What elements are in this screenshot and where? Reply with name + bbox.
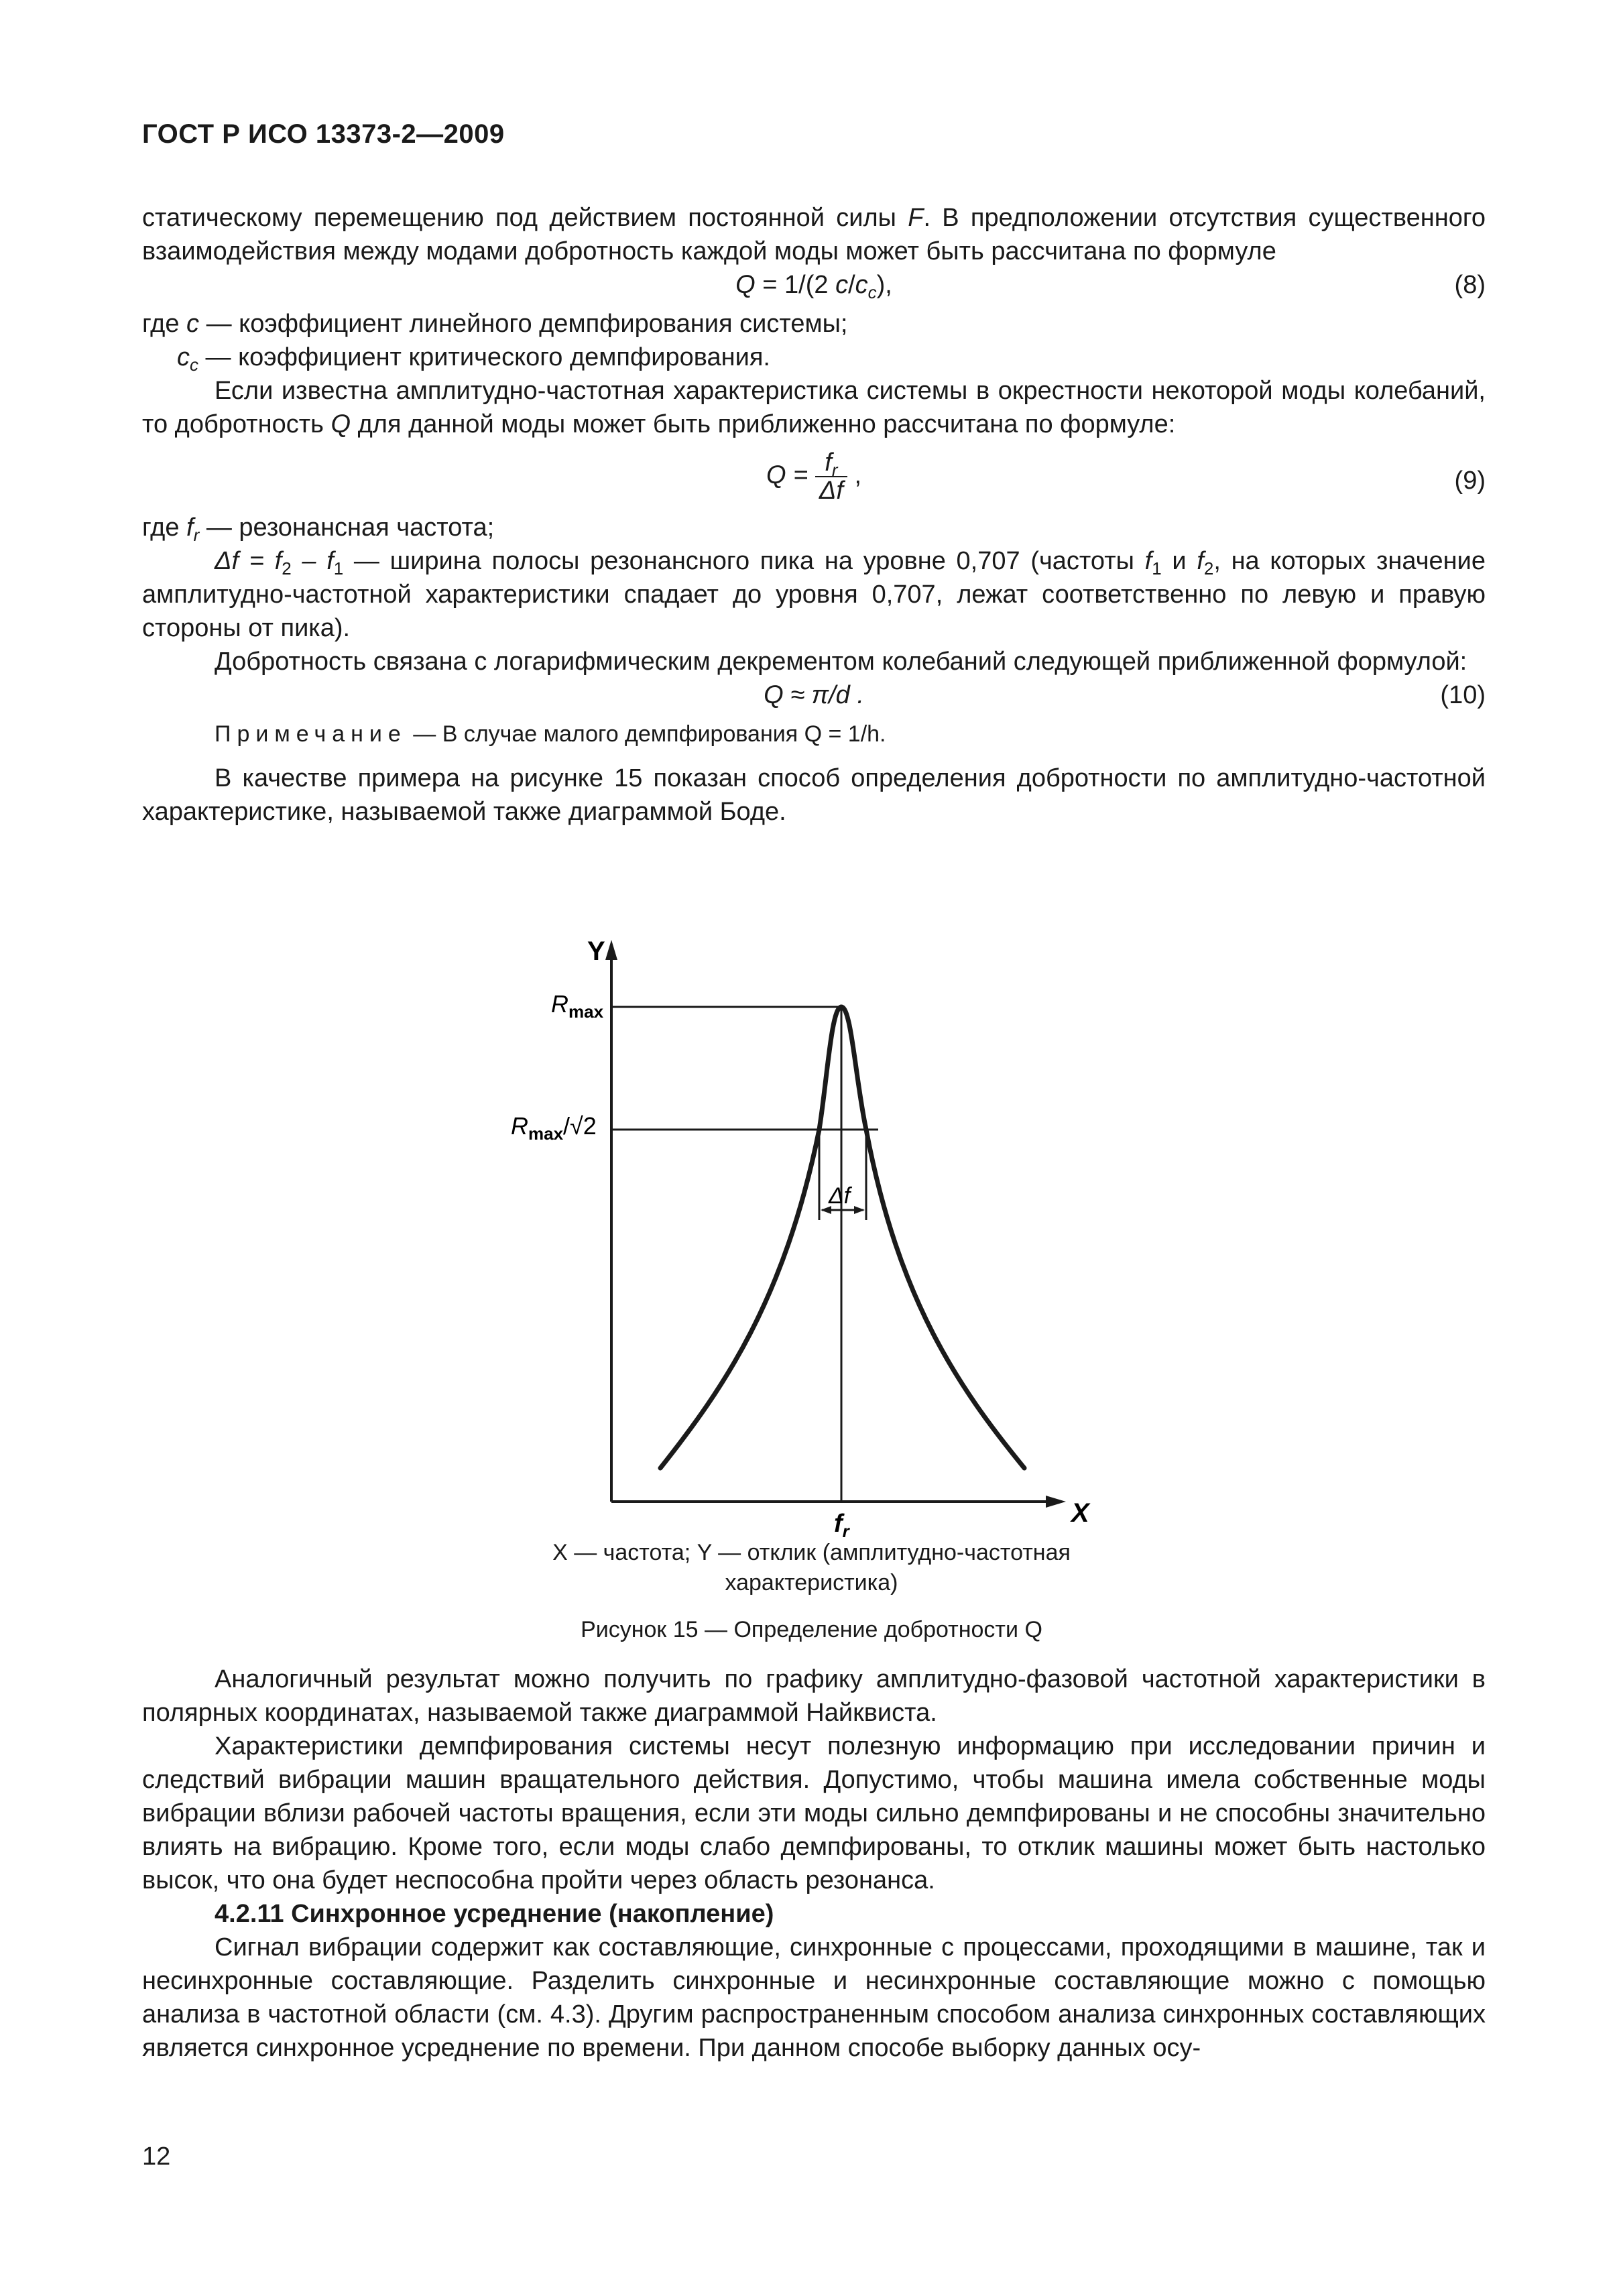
fraction-fr-over-delta-f: $\frac{f_r}{\Delta f}$ bbox=[815, 449, 847, 504]
equation-number-8: (8) bbox=[1454, 271, 1486, 299]
paragraph-4: В качестве примера на рисунке 15 показан способ определения добротности по амплитудно-частотной характеристике, называемой также диаграммой Боде. bbox=[142, 764, 1486, 826]
y-axis-label: Y bbox=[587, 936, 605, 966]
y-axis-arrow bbox=[605, 940, 617, 960]
definition-fr: где $f_r$ — резонансная частота; bbox=[142, 513, 495, 545]
note: Примечание — В случае малого демпфирования Q = 1/h. bbox=[215, 721, 886, 747]
delta-f-label: Δf bbox=[829, 1183, 851, 1209]
paragraph-5: Аналогичный результат можно получить по графику амплитудно-фазовой частотной характеристики в полярных координатах, называемой также диаграммой Найквиста. bbox=[142, 1665, 1486, 1727]
x-axis-label: X bbox=[1071, 1498, 1089, 1528]
equation-10: Q ≈ π/d . (10) bbox=[142, 678, 1486, 717]
definition-cc: $c_c$ — коэффициент критического демпфирования. bbox=[177, 343, 770, 375]
equation-number-9: (9) bbox=[1454, 467, 1486, 495]
paragraph-7: Сигнал вибрации содержит как составляющие, синхронные с процессами, проходящими в машине, так и несинхронные составляющие. Разделить синхронные и несинхронные составляющие можно с помощью анализа в частотной области (см. 4.3). Другим распространенным способом анализа синхронных составляющих является синхронное усреднение по времени. При данном способе выборку данных осу- bbox=[142, 1933, 1486, 2062]
definition-delta-f: $\Delta f = f_2 - f_1$ — ширина полосы резонансного пика на уровне 0,707 (частоты $f_1$ и $f_2$, на которых значение амплитудно-частотной характеристики спадает до уровня 0,707, лежат соответственно по левую и правую стороны от пика). bbox=[142, 547, 1486, 642]
document-header: ГОСТ Р ИСО 13373-2—2009 bbox=[142, 119, 505, 149]
x-axis-arrow bbox=[1046, 1496, 1066, 1508]
equation-number-10: (10) bbox=[1440, 681, 1486, 709]
lower-text-block bbox=[142, 1663, 1486, 2065]
paragraph-1: статическому перемещению под действием постоянной силы F. В предположении отсутствия существенного взаимодействия между модами добротность каждой моды может быть рассчитана по формуле bbox=[142, 204, 1486, 265]
fr-label: $f_r$ bbox=[834, 1510, 849, 1541]
page-number: 12 bbox=[142, 2142, 171, 2171]
figure-15-bode-diagram bbox=[0, 925, 1623, 1569]
equation-9: Q = $\frac{f_r}{\Delta f}$ , (9) bbox=[766, 448, 1486, 505]
delta-f-arrow-right bbox=[854, 1206, 865, 1214]
upper-text-block bbox=[142, 201, 1486, 829]
figure-legend-line-1: X — частота; Y — отклик (амплитудно-частотная bbox=[552, 1540, 1071, 1565]
equation-8: Q = 1/(2 $c/c_c$), (8) bbox=[142, 268, 1486, 307]
paragraph-2: Если известна амплитудно-частотная характеристика системы в окрестности некоторой моды колебаний, то добротность Q для данной моды может быть приближенно рассчитана по формуле: bbox=[142, 377, 1486, 438]
rmax-label: $R_{max}$ bbox=[551, 990, 604, 1022]
figure-legend-line-2: характеристика) bbox=[725, 1570, 898, 1595]
paragraph-3: Добротность связана с логарифмическим декрементом колебаний следующей приближенной формулой: bbox=[215, 648, 1467, 676]
rmax-sqrt2-label: $R_{max}/√2$ bbox=[511, 1112, 597, 1144]
figure-caption: Рисунок 15 — Определение добротности Q bbox=[581, 1617, 1042, 1642]
paragraph-6: Характеристики демпфирования системы несут полезную информацию при исследовании причин и следствий вибрации машин вращательного действия. Допустимо, чтобы машина имела собственные моды вибрации вблизи рабочей частоты вращения, если эти моды сильно демпфированы и не способны значительно влиять на вибрацию. Кроме того, если моды слабо демпфированы, то отклик машины может быть настолько высок, что она будет неспособна пройти через область резонанса. bbox=[142, 1732, 1486, 1894]
definition-c: где c — коэффициент линейного демпфирования системы; bbox=[142, 310, 848, 338]
section-heading-4-2-11: 4.2.11 Синхронное усреднение (накопление) bbox=[215, 1900, 774, 1928]
